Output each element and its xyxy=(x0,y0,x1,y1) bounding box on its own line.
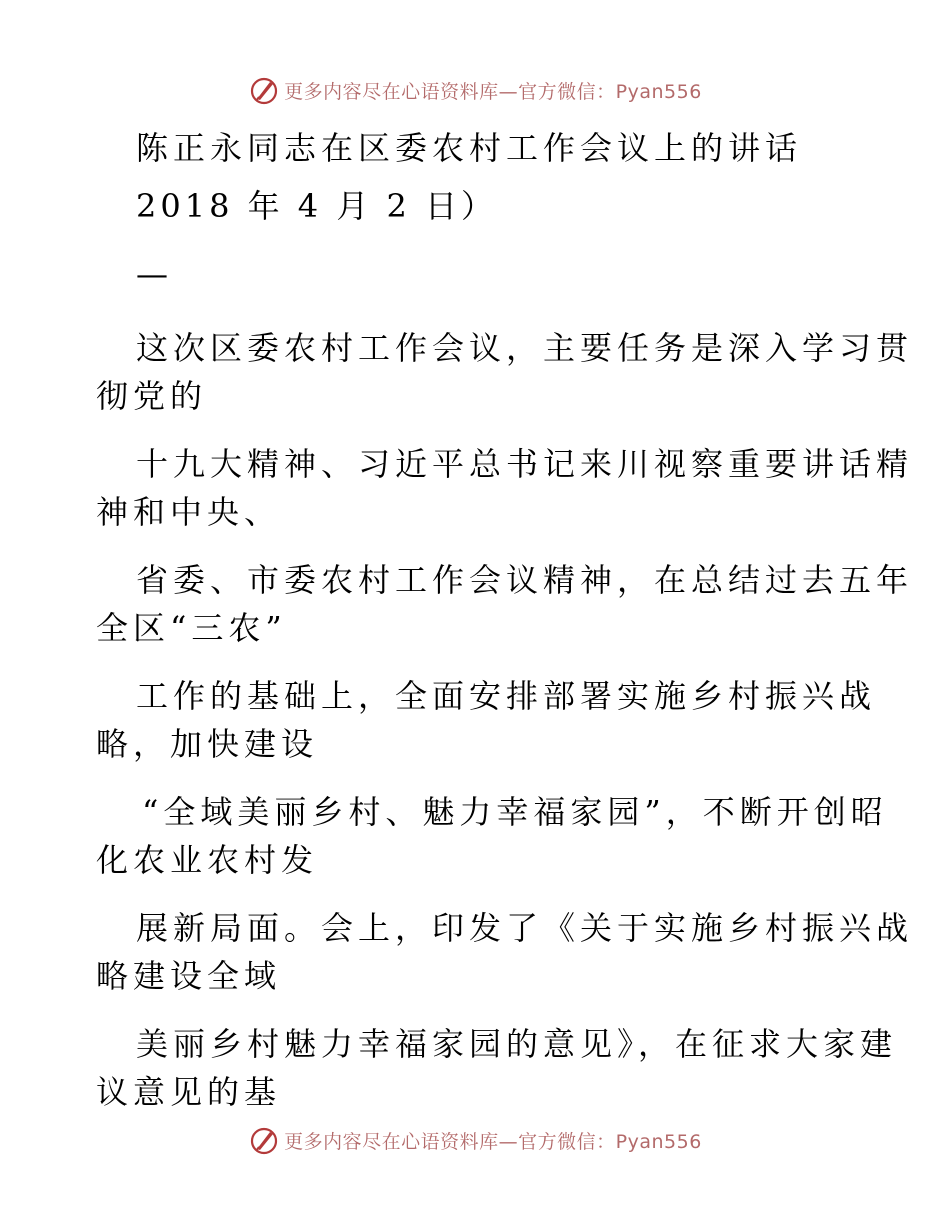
document-title: 陈正永同志在区委农村工作会议上的讲话 xyxy=(136,129,803,167)
paragraph-line: 略，加快建设 xyxy=(96,725,319,763)
header-watermark xyxy=(0,70,950,110)
feather-pen-logo-icon xyxy=(248,74,280,106)
document-date: 2018 年 4 月 2 日） xyxy=(136,187,498,225)
paragraph-line: 全区“三农” xyxy=(96,609,287,647)
paragraph-line: 化农业农村发 xyxy=(96,841,319,879)
paragraph-line: 略建设全域 xyxy=(96,957,282,995)
section-dash: — xyxy=(136,255,173,293)
paragraph-line: 十九大精神、习近平总书记来川视察重要讲话精 xyxy=(136,445,914,483)
paragraph-line: 彻党的 xyxy=(96,377,208,415)
paragraph-line: “全域美丽乡村、魅力幸福家园”，不断开创昭 xyxy=(142,793,888,831)
paragraph-line: 工作的基础上，全面安排部署实施乡村振兴战 xyxy=(136,677,877,715)
feather-pen-logo-icon xyxy=(248,1124,280,1156)
paragraph-line: 议意见的基 xyxy=(96,1073,282,1111)
paragraph-line: 省委、市委农村工作会议精神，在总结过去五年 xyxy=(136,561,914,599)
paragraph-line: 这次区委农村工作会议，主要任务是深入学习贯 xyxy=(136,329,914,367)
paragraph-line: 展新局面。会上，印发了《关于实施乡村振兴战 xyxy=(136,909,914,947)
document-body xyxy=(96,124,914,1116)
footer-watermark xyxy=(0,1120,950,1160)
watermark-text: 更多内容尽在心语资料库—官方微信：Pyan556 xyxy=(284,1130,702,1153)
paragraph-line: 美丽乡村魅力幸福家园的意见》，在征求大家建 xyxy=(136,1025,898,1063)
watermark-text: 更多内容尽在心语资料库—官方微信：Pyan556 xyxy=(284,80,702,103)
paragraph-line: 神和中央、 xyxy=(96,493,282,531)
